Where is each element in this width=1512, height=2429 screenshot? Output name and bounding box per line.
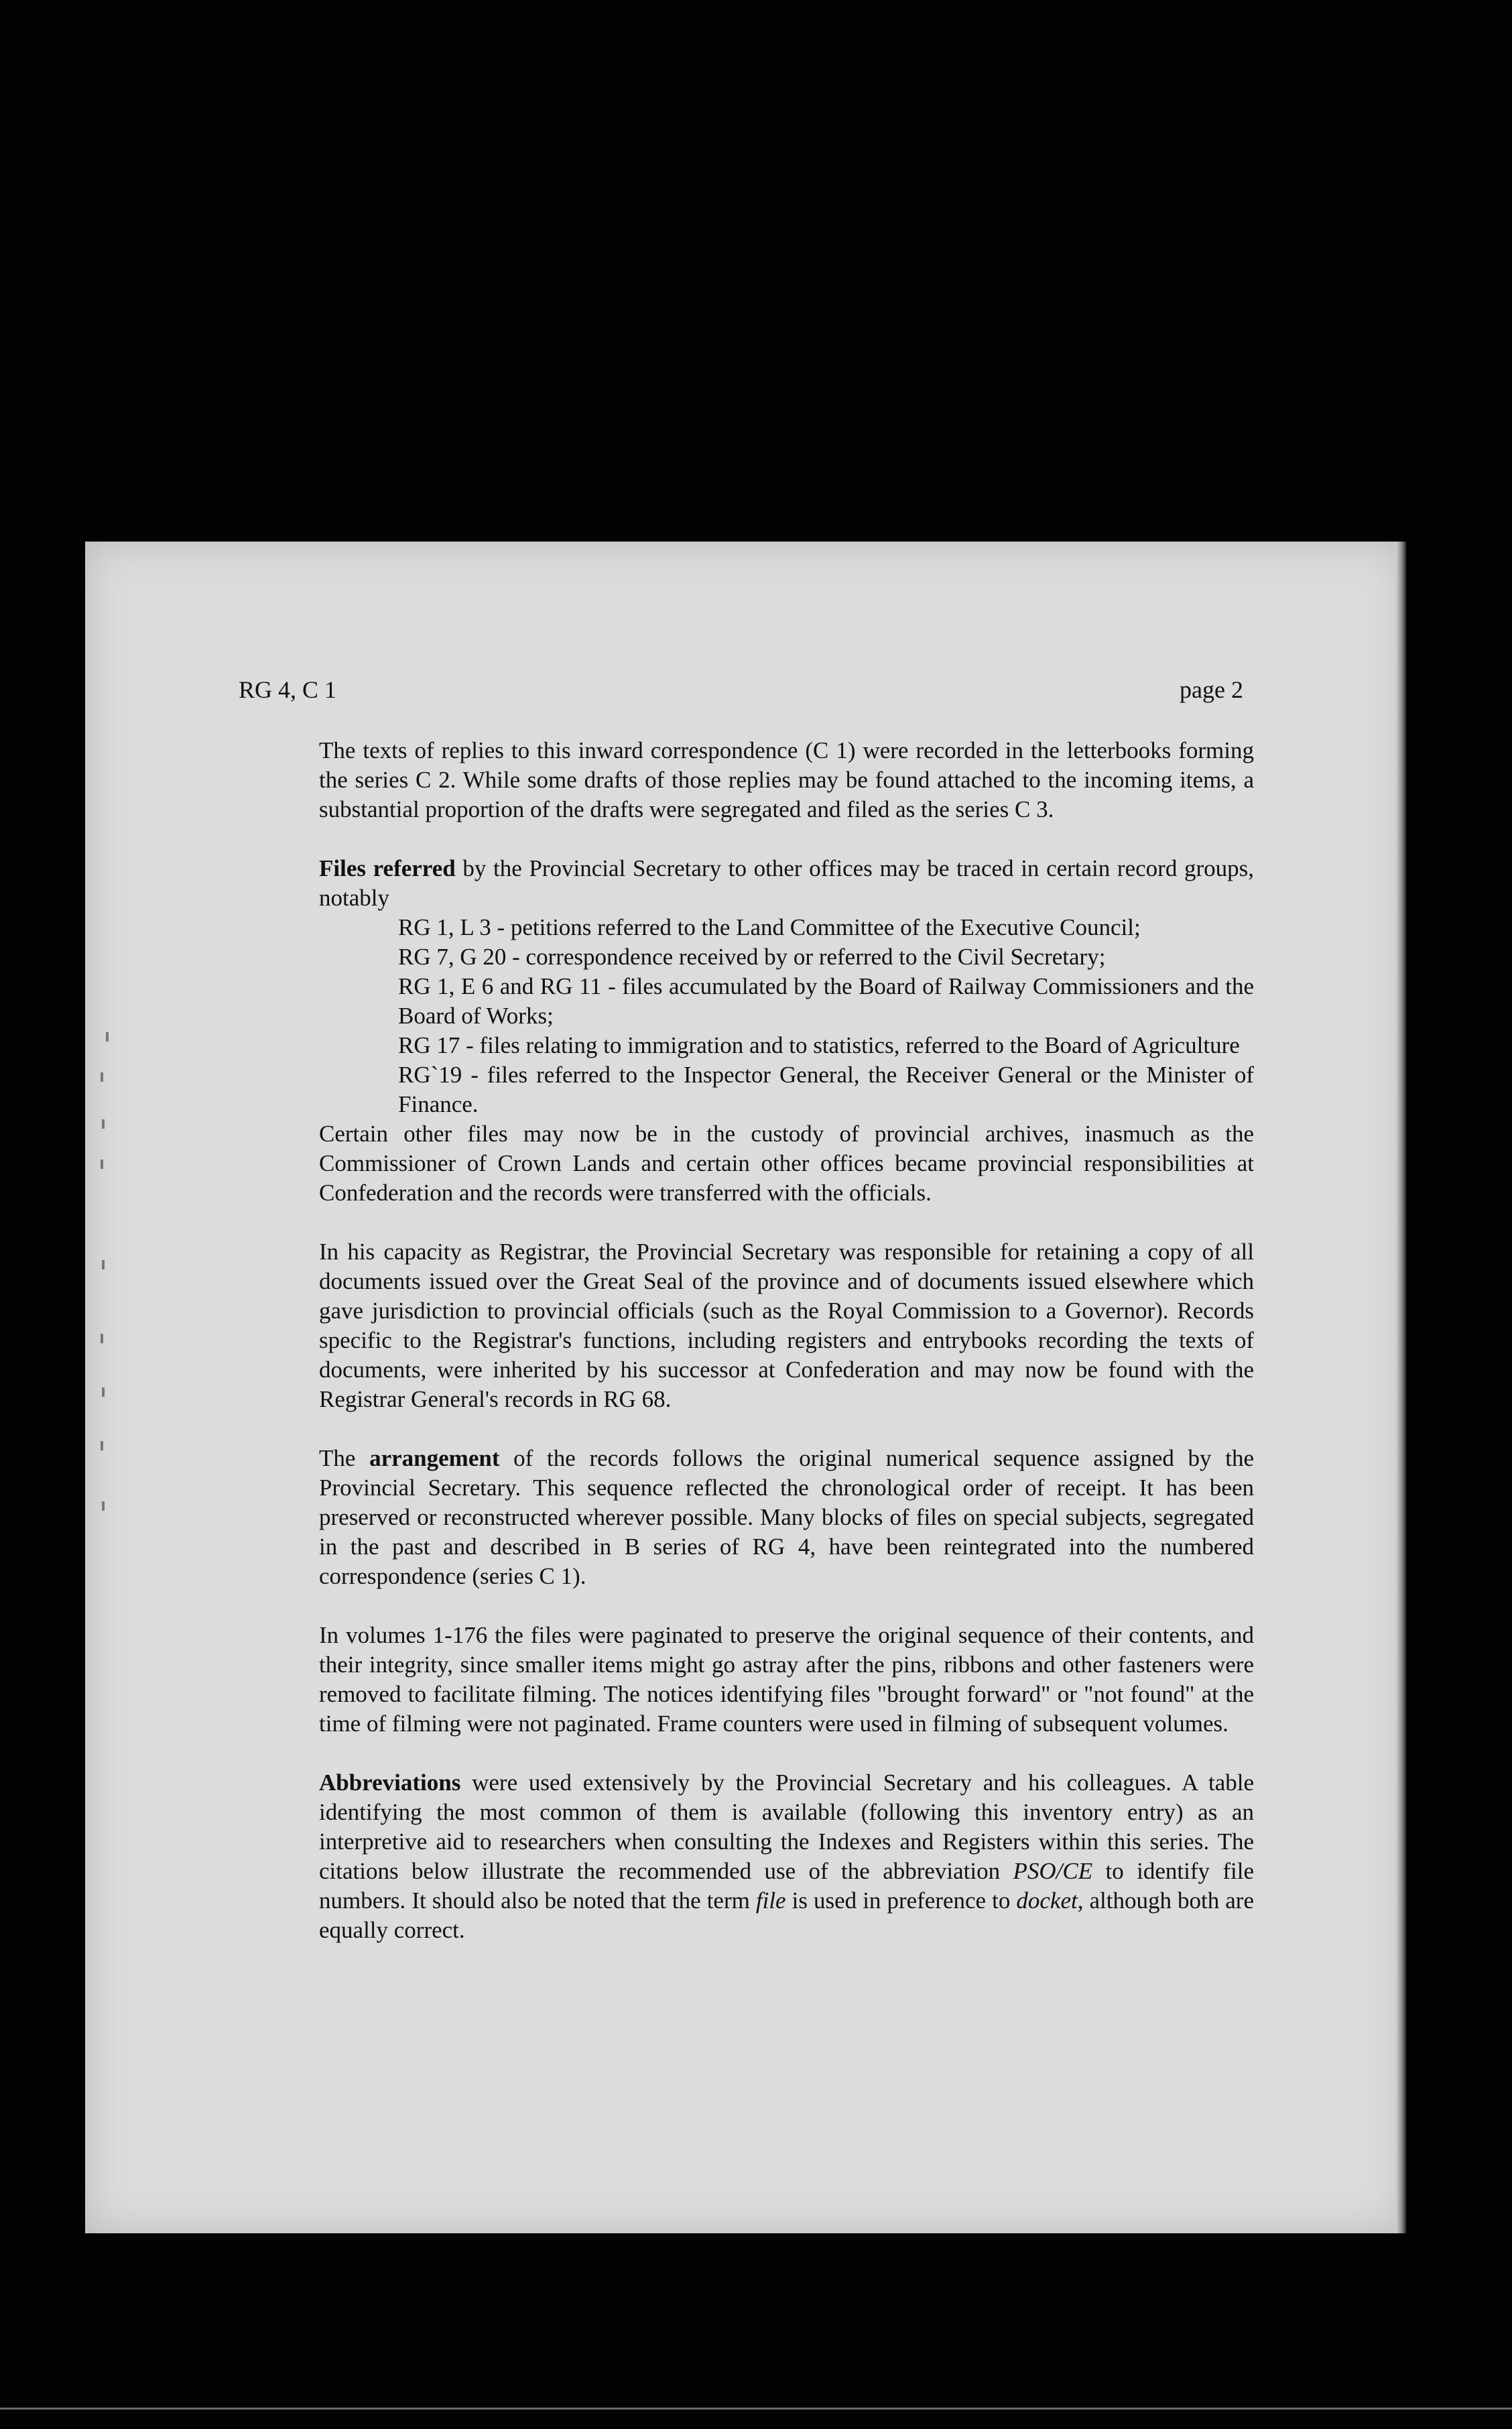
paragraph-text: The: [319, 1445, 370, 1471]
bold-term: Files referred: [319, 855, 456, 881]
margin-mark: [102, 1387, 105, 1397]
paragraph-arrangement: [319, 1444, 1254, 1591]
list-item: RG`19 - files referred to the Inspector General, the Receiver General or the Minister of Finance.: [398, 1062, 1254, 1117]
page-edge-shadow: [1395, 542, 1406, 2233]
margin-mark: [101, 1072, 103, 1082]
margin-mark: [101, 1334, 103, 1343]
record-group-list: [319, 913, 1254, 1119]
document-body: [319, 736, 1254, 1975]
paragraph-text: to identify file numbers. It should also be noted that the term: [319, 1858, 1254, 1914]
paragraph-text: were used extensively by the Provincial Secretary and his colleagues. A table identifying the most common of them is available (following this inventory entry) as an interpretive aid to researchers when consulting the Indexes and Registers within this series. The citations below illustrate the recommended use of the abbreviation: [319, 1769, 1254, 1884]
paragraph-text: of the records follows the original numerical sequence assigned by the Provincial Secretary. This sequence reflected the chronological order of receipt. It has been preserved or reconstructed wherever possible. Many blocks of files on special subjects, segregated in the past and described in B series of RG 4, have been reintegrated into the numbered correspondence (series C 1).: [319, 1445, 1254, 1589]
bold-term: Abbreviations: [319, 1769, 461, 1796]
list-item: RG 17 - files relating to immigration and to statistics, referred to the Board of Agriculture: [398, 1032, 1240, 1058]
margin-mark: [106, 1032, 109, 1042]
paragraph-text: , although both are equally correct.: [319, 1887, 1255, 1943]
paragraph-text: is used in preference to: [785, 1887, 1017, 1914]
page-number: page 2: [1180, 676, 1243, 703]
italic-term: file: [755, 1887, 786, 1914]
bold-term: arrangement: [369, 1445, 500, 1471]
margin-mark: [102, 1119, 105, 1129]
document-reference: RG 4, C 1: [239, 676, 337, 703]
scan-border-line: [0, 2408, 1512, 2410]
italic-term: PSO/CE: [1013, 1858, 1093, 1884]
margin-mark: [102, 1501, 105, 1511]
paragraph-registrar: In his capacity as Registrar, the Provincial Secretary was responsible for retaining a copy of all documents issued over the Great Seal of the province and of documents issued elsewhere which gave jurisdiction to provincial officials (such as the Royal Commission to a Governor). Records specific to the Registrar's functions, including registers and entrybooks recording the texts of documents, were inherited by his successor at Confederation and may now be found with the Registrar General's records in RG 68.: [319, 1239, 1254, 1412]
margin-mark: [101, 1160, 103, 1169]
paragraph-text: by the Provincial Secretary to other offices may be traced in certain record groups, notably: [319, 855, 1254, 911]
margin-mark: [101, 1441, 103, 1450]
paragraph-replies: The texts of replies to this inward correspondence (C 1) were recorded in the letterbooks forming the series C 2. While some drafts of those replies may be found attached to the incoming items, a substantial proportion of the drafts were segregated and filed as the series C 3.: [319, 737, 1254, 822]
paragraph-provincial-archives: Certain other files may now be in the custody of provincial archives, inasmuch as the Commissioner of Crown Lands and certain other offices became provincial responsibilities at Confederation and the records were transferred with the officials.: [319, 1121, 1254, 1206]
list-item: RG 1, E 6 and RG 11 - files accumulated by the Board of Railway Commissioners and the Board of Works;: [398, 973, 1254, 1029]
italic-term: docket: [1016, 1887, 1078, 1914]
margin-mark: [102, 1260, 105, 1269]
paragraph-files-referred: [319, 854, 1254, 913]
list-item: RG 1, L 3 - petitions referred to the Land Committee of the Executive Council;: [398, 914, 1141, 940]
list-item: RG 7, G 20 - correspondence received by or referred to the Civil Secretary;: [398, 944, 1106, 970]
paragraph-abbreviations: [319, 1768, 1254, 1945]
paragraph-pagination: In volumes 1-176 the files were paginated to preserve the original sequence of their contents, and their integrity, since smaller items might go astray after the pins, ribbons and other fasteners were removed to facilitate filming. The notices identifying files "brought forward" or "not found" at the time of filming were not paginated. Frame counters were used in filming of subsequent volumes.: [319, 1622, 1254, 1737]
